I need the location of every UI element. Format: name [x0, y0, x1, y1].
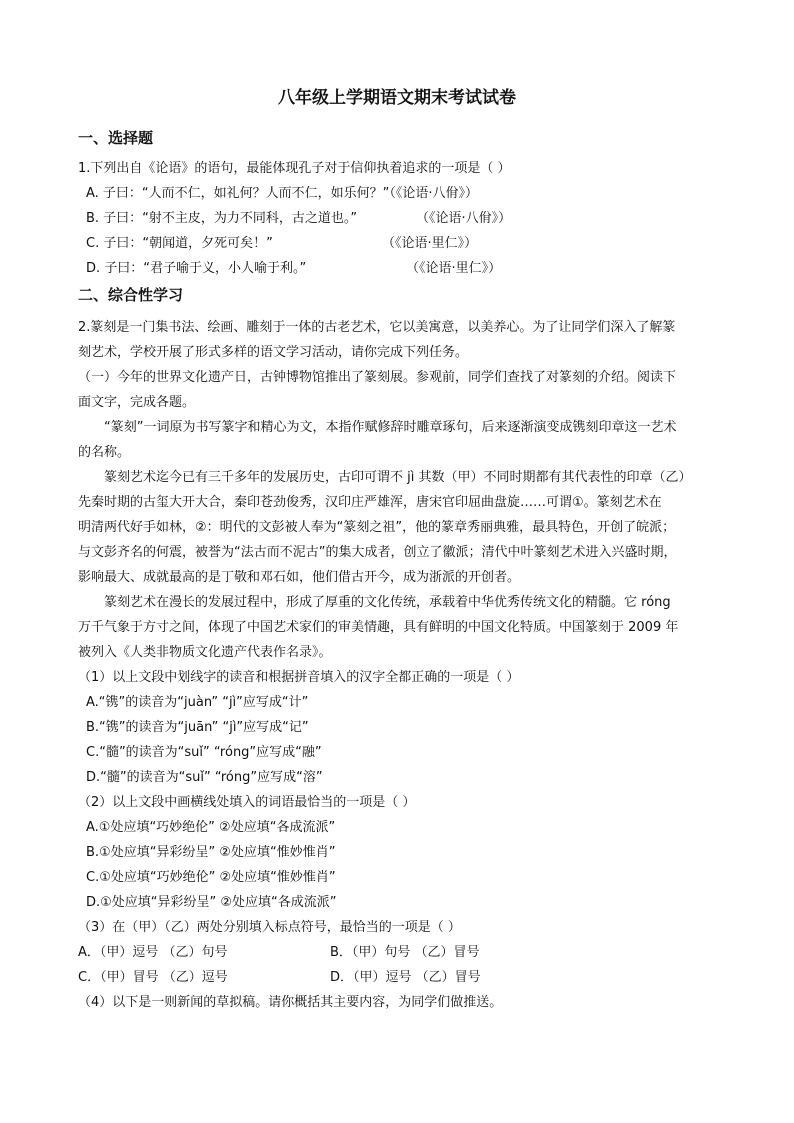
q1-option-a [86, 184, 726, 204]
passage-line-6: 与文彭齐名的何震，被誉为“法古而不泥古”的集大成者，创立了徽派；清代中叶篆刻艺术进入兴盛时期， [78, 545, 677, 560]
q2-intro-line-2: 刻艺术，学校开展了形式多样的语文学习活动，请你完成下列任务。 [78, 345, 469, 360]
q1-option-d-source: （《论语·里仁》） [406, 261, 502, 276]
sub2-option-b: B.①处应填“异彩纷呈” ②处应填“惟妙惟肖” [86, 845, 336, 860]
passage-line-8: 篆刻艺术在漫长的发展过程中，形成了厚重的文化传统，承载着中华优秀传统文化的精髓。它 róng [104, 595, 671, 610]
passage-line-3: 篆刻艺术迄今已有三千多年的发展历史，古印可谓不 jì 其数（甲）不同时期都有其代表性的印章（乙） [104, 470, 692, 485]
passage-line-7: 影响最大、成就最高的是丁敬和邓石如，他们借古开今，成为浙派的开创者。 [78, 570, 521, 585]
q2-intro-line-1: 2.篆刻是一门集书法、绘画、雕刻于一体的古老艺术，它以美寓意，以美养心。为了让同学们深入了解篆 [78, 320, 676, 335]
section1-heading: 一、选择题 [78, 129, 154, 147]
passage-line-4: 先秦时期的古玺大开大合，秦印苍劲俊秀，汉印庄严雄浑，唐宋官印屈曲盘旋……可谓①。篆刻艺术在 [78, 495, 662, 510]
sub1-stem: （1）以上文段中划线字的读音和根据拼音填入的汉字全都正确的一项是（ ） [78, 670, 520, 685]
q1-option-a-source: （《论语·八佾》） [389, 186, 479, 201]
sub2-option-a: A.①处应填“巧妙绝伦” ②处应填“各成流派” [86, 820, 336, 835]
sub1-option-c: C.“髓”的读音为“suǐ” “róng”应写成“融” [86, 745, 322, 760]
passage-line-2: 的名称。 [78, 445, 131, 460]
q1-option-b-text: B. 子曰：“射不主皮，为力不同科，古之道也。” [86, 211, 358, 226]
q1-option-c-source: （《论语·里仁》） [382, 236, 478, 251]
q1-option-d-text: D. 子曰：“君子喻于义，小人喻于利。” [86, 261, 307, 276]
part1-line-1: （一）今年的世界文化遗产日，古钟博物馆推出了篆刻展。参观前，同学们查找了对篆刻的介绍。阅读下 [78, 370, 677, 385]
sub3-option-a: A．（甲）逗号 （乙）句号 [78, 945, 228, 960]
q1-option-b-source: （《论语·八佾》） [416, 211, 512, 226]
sub1-option-a: A.“镌”的读音为“juàn” “jì”应写成“计” [86, 695, 309, 710]
page-title: 八年级上学期语文期末考试试卷 [278, 88, 516, 108]
sub3-option-b: B．（甲）句号 （乙）冒号 [330, 945, 480, 960]
sub1-option-d: D.“髓”的读音为“suǐ” “róng”应写成“溶” [86, 770, 323, 785]
passage-line-9: 万千气象于方寸之间，体现了中国艺术家们的审美情趣，具有鲜明的中国文化特质。中国篆刻于 2009 年 [78, 620, 679, 635]
sub3-option-c: C．（甲）冒号 （乙）逗号 [78, 970, 228, 985]
q1-option-c [86, 234, 726, 254]
sub4-stem: （4）以下是一则新闻的草拟稿。请你概括其主要内容，为同学们做推送。 [78, 995, 503, 1010]
q1-stem: 1.下列出自《论语》的语句，最能体现孔子对于信仰执着追求的一项是（ ） [78, 161, 511, 176]
part1-line-2: 面文字，完成各题。 [78, 395, 196, 410]
passage-line-1: “篆刻”一词原为书写篆字和精心为文，本指作赋修辞时雕章琢句，后来逐渐演变成镌刻印章这一艺术 [104, 420, 677, 435]
q1-option-d [86, 259, 726, 279]
sub2-stem: （2）以上文段中画横线处填入的词语最恰当的一项是（ ） [78, 795, 416, 810]
sub1-option-b: B.“镌”的读音为“juān” “jì”应写成“记” [86, 720, 309, 735]
sub3-option-d: D．（甲）逗号 （乙）冒号 [330, 970, 481, 985]
q1-option-b [86, 209, 726, 229]
sub2-option-c: C.①处应填“巧妙绝伦” ②处应填“惟妙惟肖” [86, 870, 336, 885]
passage-line-5: 明清两代好手如林，②：明代的文彭被人奉为“篆刻之祖”，他的篆章秀丽典雅，最具特色，开创了皖派； [78, 520, 676, 535]
sub2-option-d: D.①处应填“异彩纷呈” ②处应填“各成流派” [86, 895, 337, 910]
q1-option-a-text: A. 子曰：“人而不仁，如礼何？人而不仁，如乐何？” [86, 186, 390, 201]
sub3-stem: （3）在（甲）（乙）两处分别填入标点符号，最恰当的一项是（ ） [78, 920, 461, 935]
section2-heading: 二、综合性学习 [78, 286, 184, 304]
passage-line-10: 被列入《人类非物质文化遗产代表作名录》。 [78, 645, 332, 660]
q1-option-c-text: C. 子曰：“朝闻道，夕死可矣！” [86, 236, 273, 251]
